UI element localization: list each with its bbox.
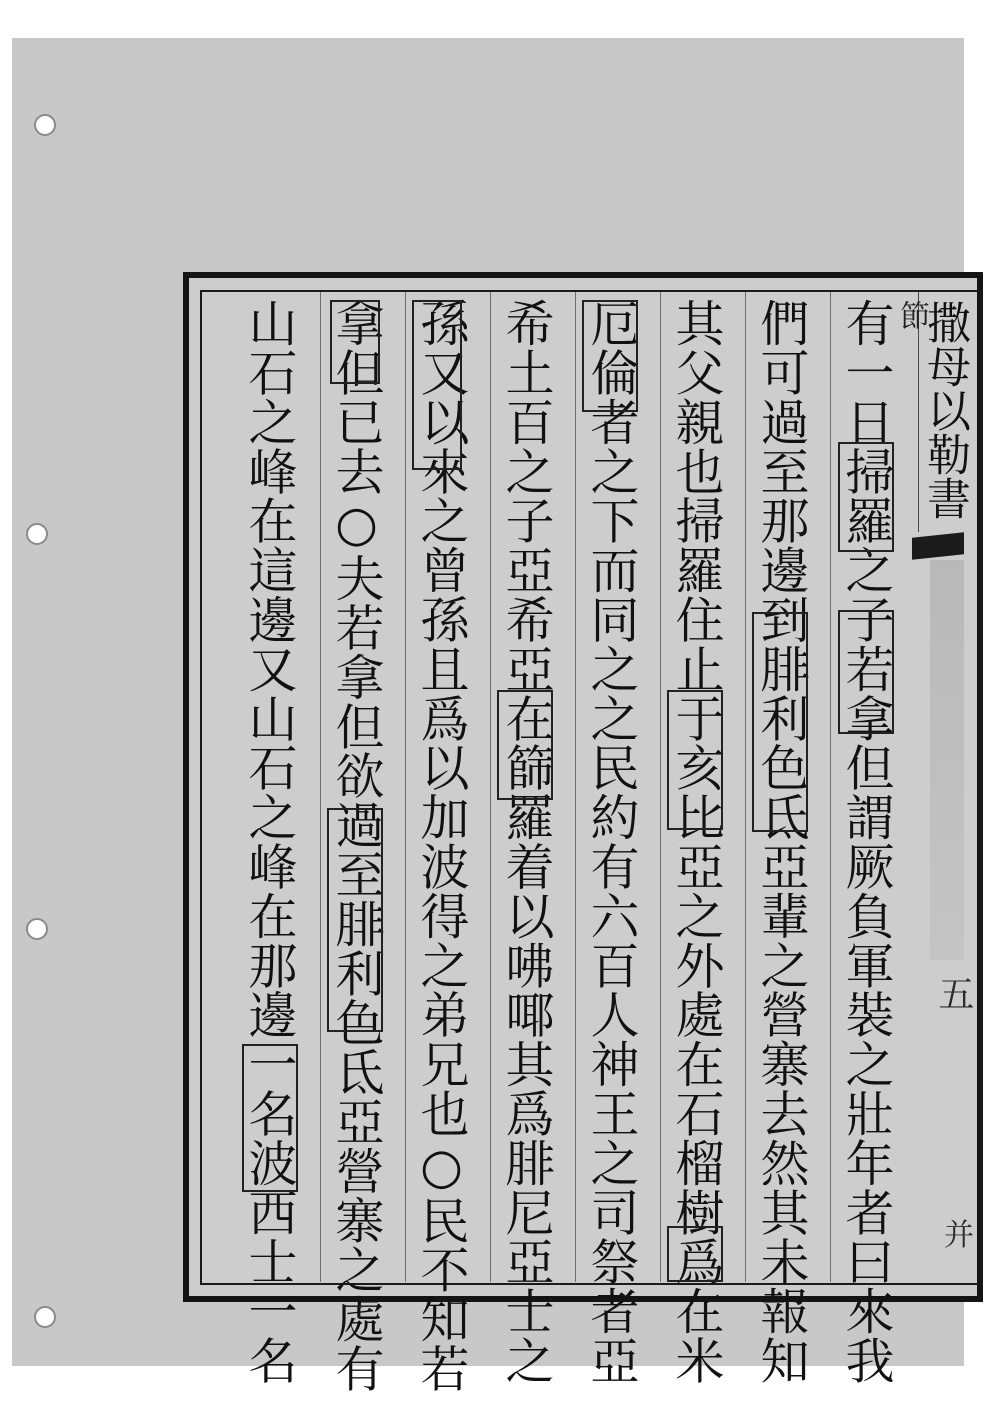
name-marker [327, 808, 383, 1032]
text-column: 有一日掃羅之子若拿但謂厥負軍裝之壯年者曰來我 [838, 298, 895, 1385]
punch-hole [34, 114, 56, 136]
column-rule [660, 292, 661, 1282]
column-rule [490, 292, 491, 1282]
name-marker [497, 690, 553, 800]
punch-hole [34, 1306, 56, 1328]
verse-label: 節 [894, 300, 929, 330]
text-column: 孫又以來之曾孫且爲以加波得之弟兄也○民不知若 [413, 298, 470, 1393]
name-marker [412, 300, 462, 470]
name-marker [330, 300, 380, 384]
text-column: 拿但已去○夫若拿但欲過至腓利色氐亞營寨之處有 [328, 298, 385, 1393]
name-marker [838, 442, 894, 552]
name-marker [667, 1226, 723, 1282]
column-rule [575, 292, 576, 1282]
punch-hole [26, 918, 48, 940]
column-rule [830, 292, 831, 1282]
name-marker [667, 690, 723, 830]
column-rule [320, 292, 321, 1282]
text-column: 山石之峰在這邊又山石之峰在那邊一名波西士一名 [241, 298, 298, 1385]
text-column: 們可過至那邊到腓利色氐亞輩之營寨去然其未報知 [753, 298, 810, 1385]
page-number: 五 [933, 975, 974, 1011]
text-column: 希土百之子亞希亞在篩羅着以咈㖿其爲腓尼亞士之 [498, 298, 555, 1385]
name-marker [242, 1044, 298, 1192]
text-column: 厄倫者之下而同之之民約有六百人神王之司祭者亞 [583, 298, 640, 1385]
name-marker [582, 300, 638, 412]
margin-strip [930, 560, 964, 960]
column-rule [405, 292, 406, 1282]
name-marker [838, 610, 894, 734]
edge-character: 并 [944, 1218, 974, 1253]
name-marker [752, 612, 808, 832]
column-rule [745, 292, 746, 1282]
book-title: 撒母以勒書 [919, 300, 970, 520]
text-column: 其父親也掃羅住止于亥比亞之外處在石榴樹爲在米 [668, 298, 725, 1385]
punch-hole [26, 523, 48, 545]
